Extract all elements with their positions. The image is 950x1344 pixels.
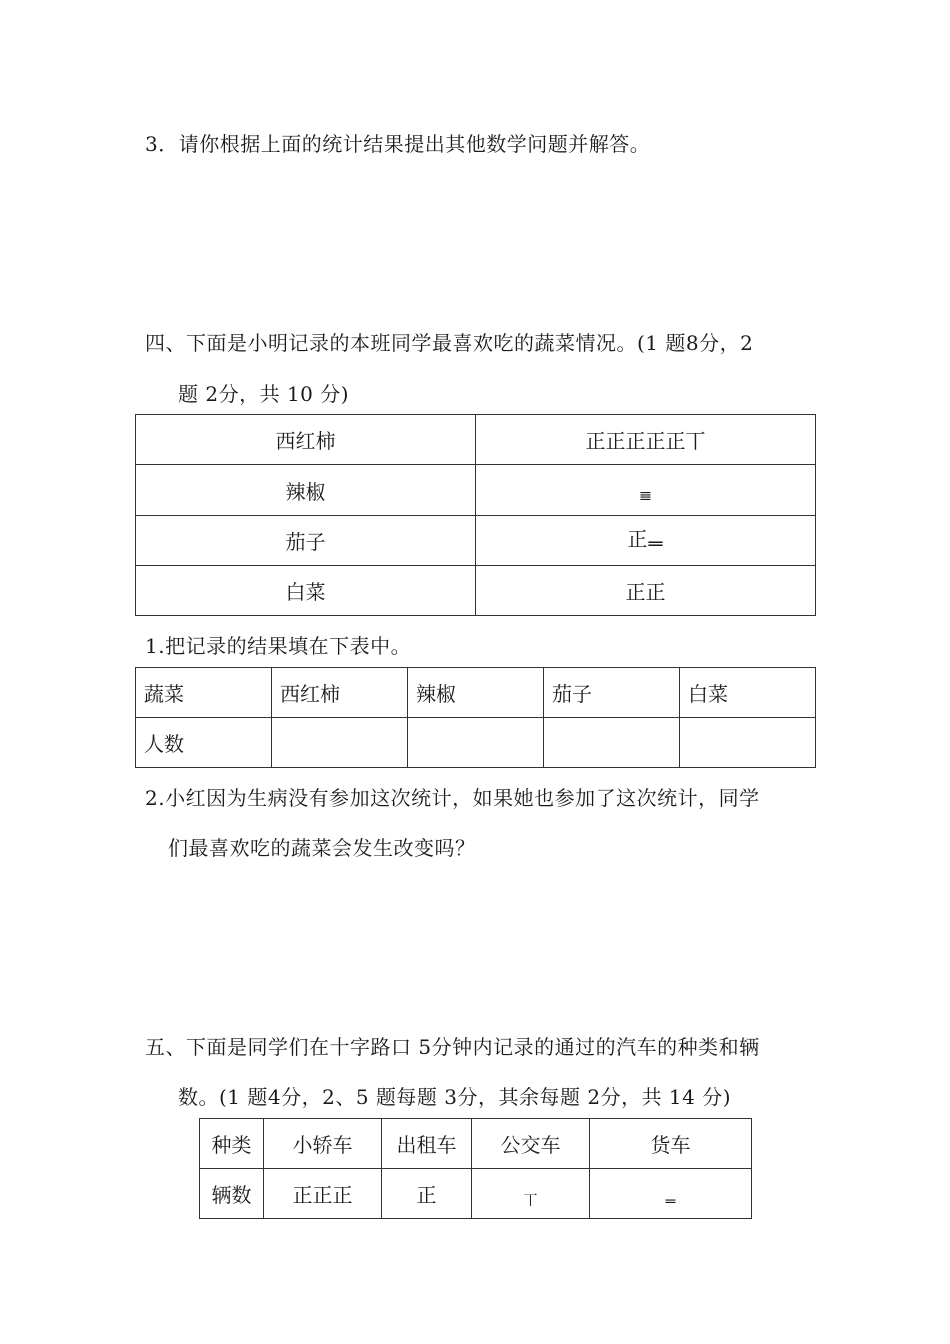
- tally-veg-cell: 西红柿: [136, 415, 476, 465]
- table-row: [136, 465, 816, 516]
- vehicle-table: [199, 1118, 752, 1219]
- question-3: 3．请你根据上面的统计结果提出其他数学问题并解答。: [145, 132, 651, 156]
- table-row: [136, 566, 816, 616]
- row-label-cell: 人数: [136, 718, 272, 768]
- tally-mark-cell: 𝍣: [476, 465, 816, 516]
- header-cell: 西红柿: [272, 668, 408, 718]
- tally-mark-cell: 正𝍡: [476, 516, 816, 566]
- section-5-heading-line2: 数。(1 题4分，2、5 题每题 3分，其余每题 2分，共 14 分): [178, 1085, 732, 1109]
- table-row: [200, 1169, 752, 1219]
- header-cell: 辣椒: [408, 668, 544, 718]
- header-cell: 蔬菜: [136, 668, 272, 718]
- fill-in-table: [135, 667, 816, 768]
- header-cell: 出租车: [382, 1119, 472, 1169]
- table-row: [136, 718, 816, 768]
- tally-mark-cell: 丅: [472, 1169, 590, 1219]
- header-cell: 小轿车: [264, 1119, 382, 1169]
- section-4-question-2-line2: 们最喜欢吃的蔬菜会发生改变吗？: [168, 836, 476, 860]
- header-cell: 茄子: [544, 668, 680, 718]
- table-row: [136, 516, 816, 566]
- table-row: [200, 1119, 752, 1169]
- section-4-question-1: 1.把记录的结果填在下表中。: [145, 634, 412, 658]
- answer-cell[interactable]: [272, 718, 408, 768]
- tally-mark-cell: 正: [382, 1169, 472, 1219]
- section-4-heading-line1: 四、下面是小明记录的本班同学最喜欢吃的蔬菜情况。(1 题8分，2: [145, 331, 754, 355]
- answer-cell[interactable]: [680, 718, 816, 768]
- row-label-cell: 辆数: [200, 1169, 264, 1219]
- header-cell: 种类: [200, 1119, 264, 1169]
- tally-mark-cell: 正正正正正丅: [476, 415, 816, 465]
- tally-veg-cell: 白菜: [136, 566, 476, 616]
- answer-cell[interactable]: [544, 718, 680, 768]
- section-4-question-2-line1: 2.小红因为生病没有参加这次统计，如果她也参加了这次统计，同学: [145, 786, 760, 810]
- table-row: [136, 668, 816, 718]
- tally-table: [135, 414, 816, 616]
- tally-mark-cell: 正正: [476, 566, 816, 616]
- section-5-heading-line1: 五、下面是同学们在十字路口 5分钟内记录的通过的汽车的种类和辆: [145, 1035, 760, 1059]
- tally-mark-cell: 正正正: [264, 1169, 382, 1219]
- header-cell: 白菜: [680, 668, 816, 718]
- table-row: [136, 415, 816, 465]
- header-cell: 公交车: [472, 1119, 590, 1169]
- tally-mark-cell: 𝍡: [590, 1169, 752, 1219]
- answer-cell[interactable]: [408, 718, 544, 768]
- tally-veg-cell: 辣椒: [136, 465, 476, 516]
- tally-veg-cell: 茄子: [136, 516, 476, 566]
- section-4-heading-line2: 题 2分，共 10 分): [178, 382, 350, 406]
- header-cell: 货车: [590, 1119, 752, 1169]
